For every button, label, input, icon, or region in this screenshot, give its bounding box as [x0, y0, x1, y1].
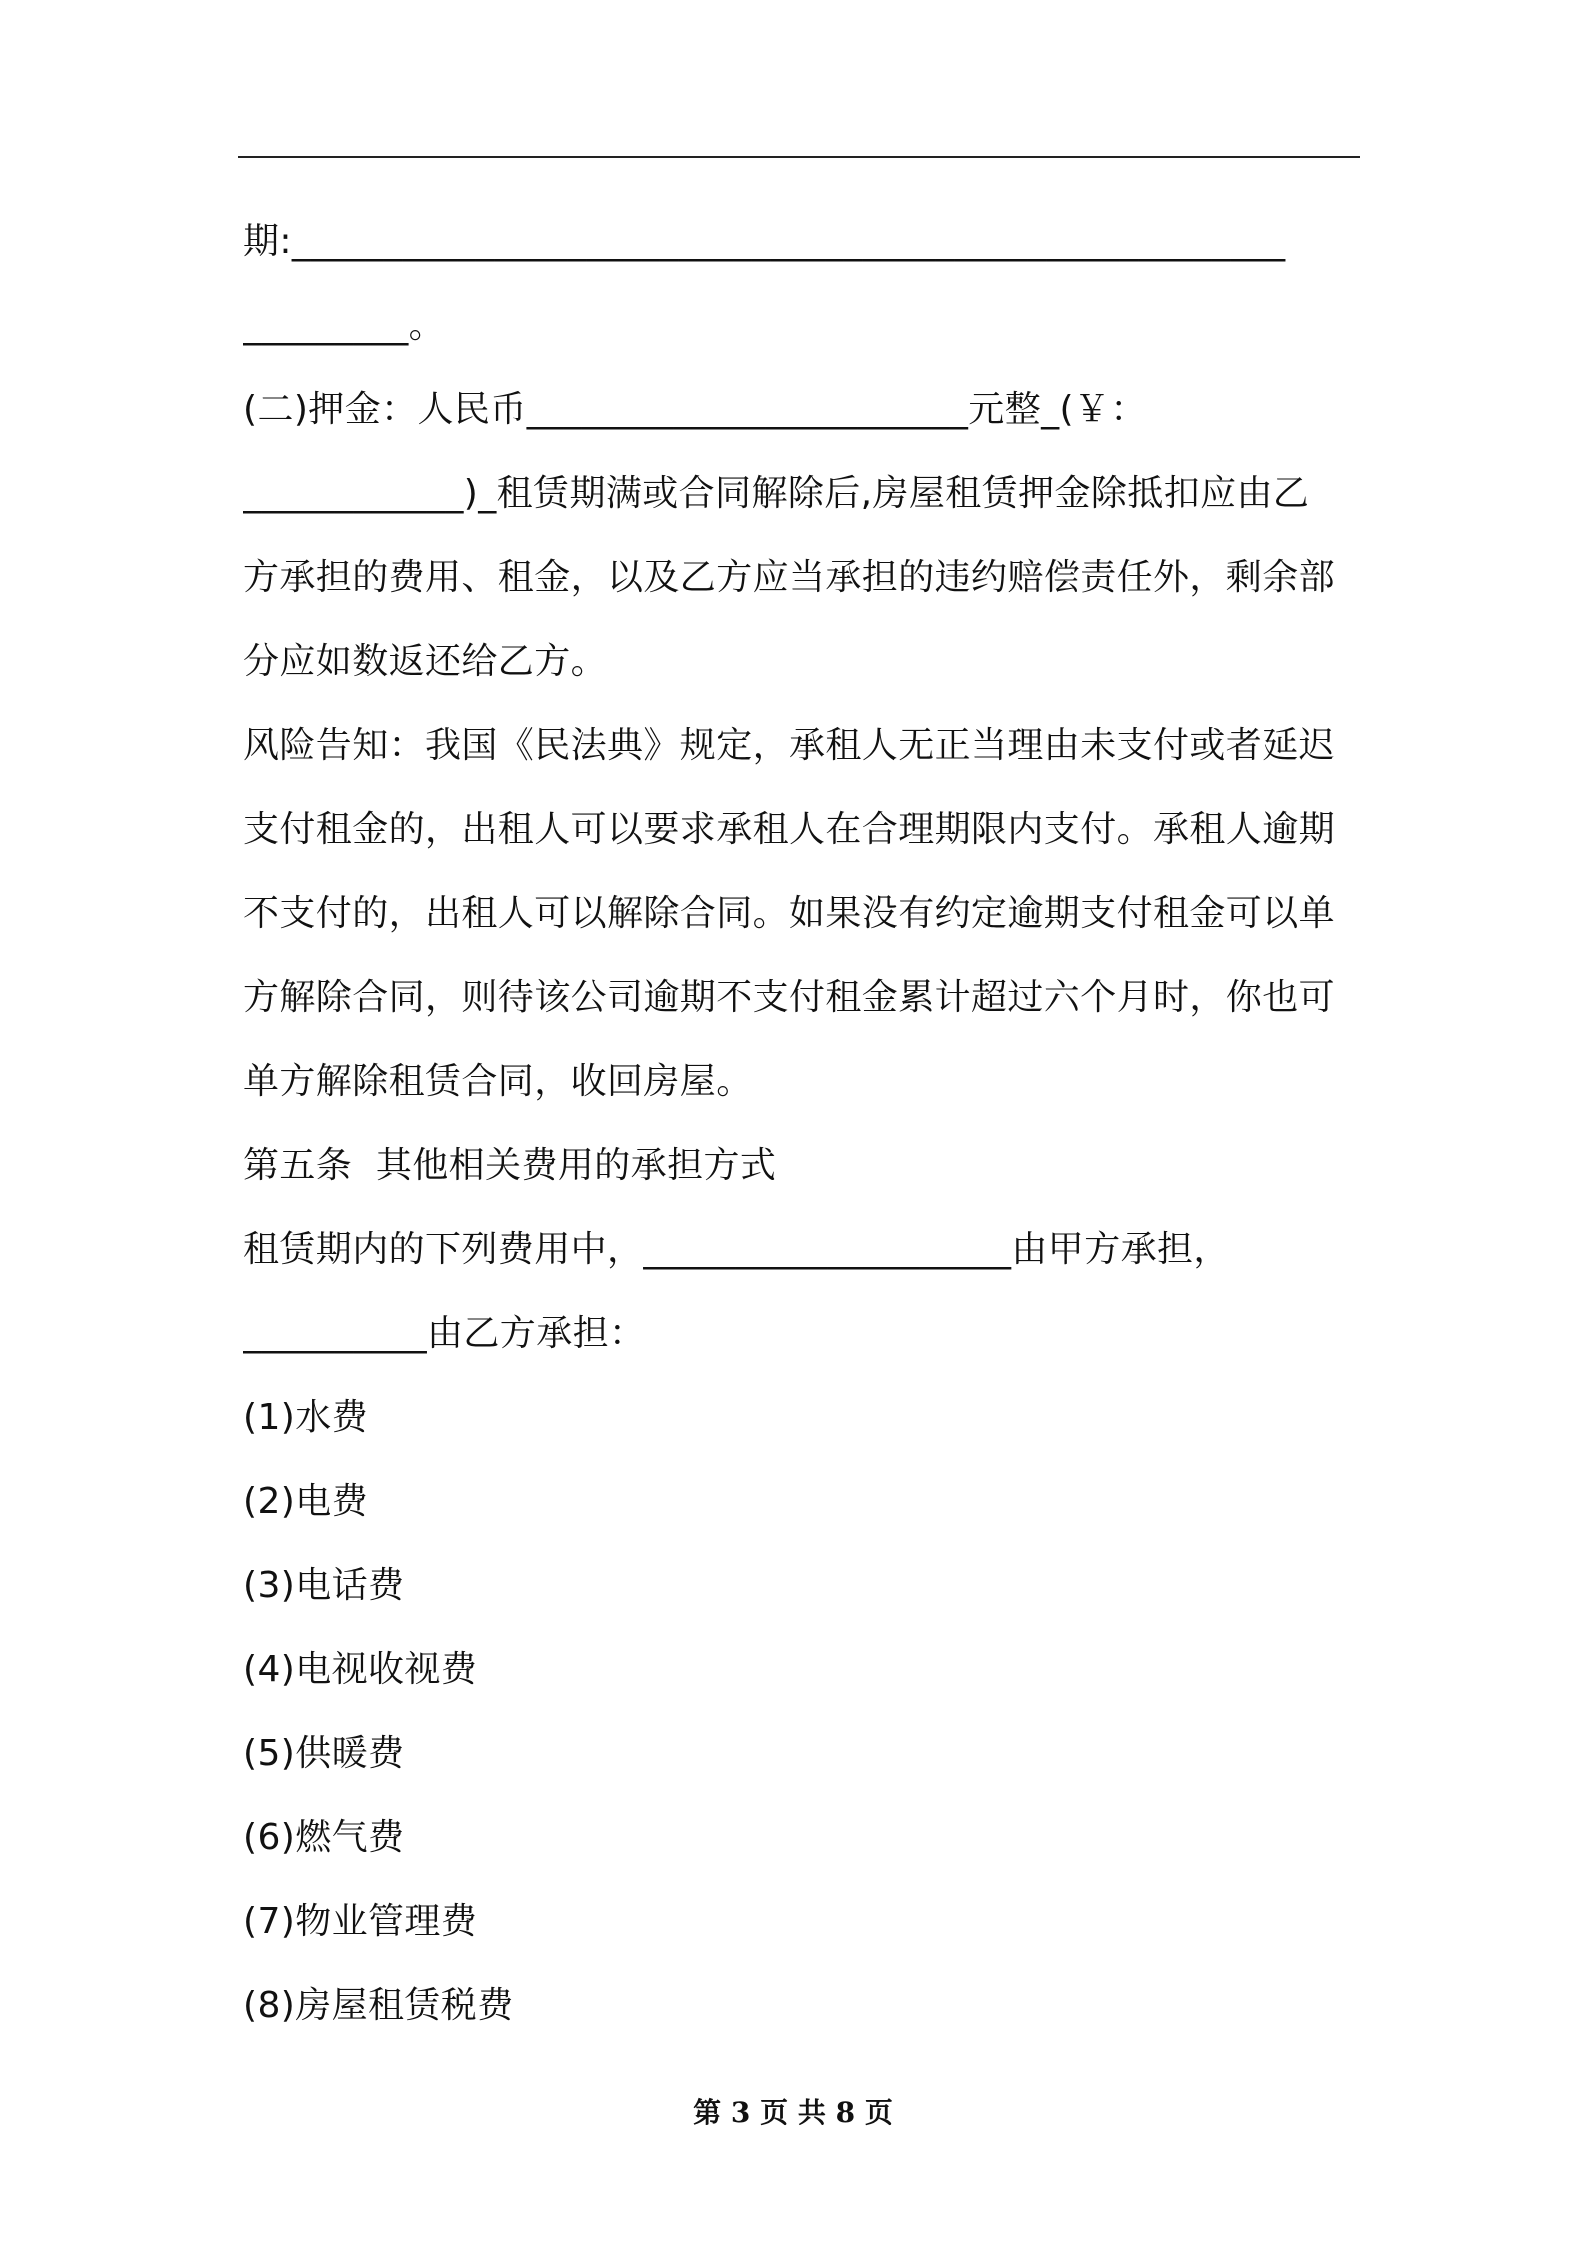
text-line-2: _________。	[243, 305, 445, 346]
risk-notice-line-4: 方解除合同，则待该公司逾期不支付租金累计超过六个月时，你也可	[243, 977, 1336, 1018]
text-line-5: 方承担的费用、租金，以及乙方应当承担的违约赔偿责任外，剩余部	[243, 557, 1336, 598]
list-item: (7)物业管理费	[243, 1901, 478, 1942]
list-item: (3)电话费	[243, 1565, 405, 1606]
text-line-4: ____________)_租赁期满或合同解除后,房屋租赁押金除抵扣应由乙	[243, 473, 1310, 514]
text-line-14: __________由乙方承担：	[243, 1313, 646, 1354]
risk-notice-line-2: 支付租金的，出租人可以要求承租人在合理期限内支付。承租人逾期	[243, 809, 1336, 850]
article-five-heading: 第五条 其他相关费用的承担方式	[243, 1145, 777, 1186]
list-item: (1)水费	[243, 1397, 368, 1438]
page-number: 第 3 页 共 8 页	[693, 2096, 893, 2129]
text-line-1: 期:______________________________________________________	[243, 221, 1286, 262]
list-item: (8)房屋租赁税费	[243, 1985, 514, 2026]
risk-notice-line-3: 不支付的，出租人可以解除合同。如果没有约定逾期支付租金可以单	[243, 893, 1336, 934]
header-rule	[238, 156, 1360, 158]
deposit-line: (二)押金：人民币________________________元整_(￥：	[243, 389, 1147, 430]
list-item: (4)电视收视费	[243, 1649, 478, 1690]
list-item: (6)燃气费	[243, 1817, 405, 1858]
risk-notice-line-1: 风险告知：我国《民法典》规定，承租人无正当理由未支付或者延迟	[243, 725, 1336, 766]
text-line-6: 分应如数返还给乙方。	[243, 641, 608, 682]
risk-notice-line-5: 单方解除租赁合同，收回房屋。	[243, 1061, 753, 1102]
document-body	[243, 200, 1363, 2048]
text-line-13: 租赁期内的下列费用中，____________________由甲方承担，	[243, 1229, 1230, 1270]
list-item: (5)供暖费	[243, 1733, 405, 1774]
list-item: (2)电费	[243, 1481, 368, 1522]
